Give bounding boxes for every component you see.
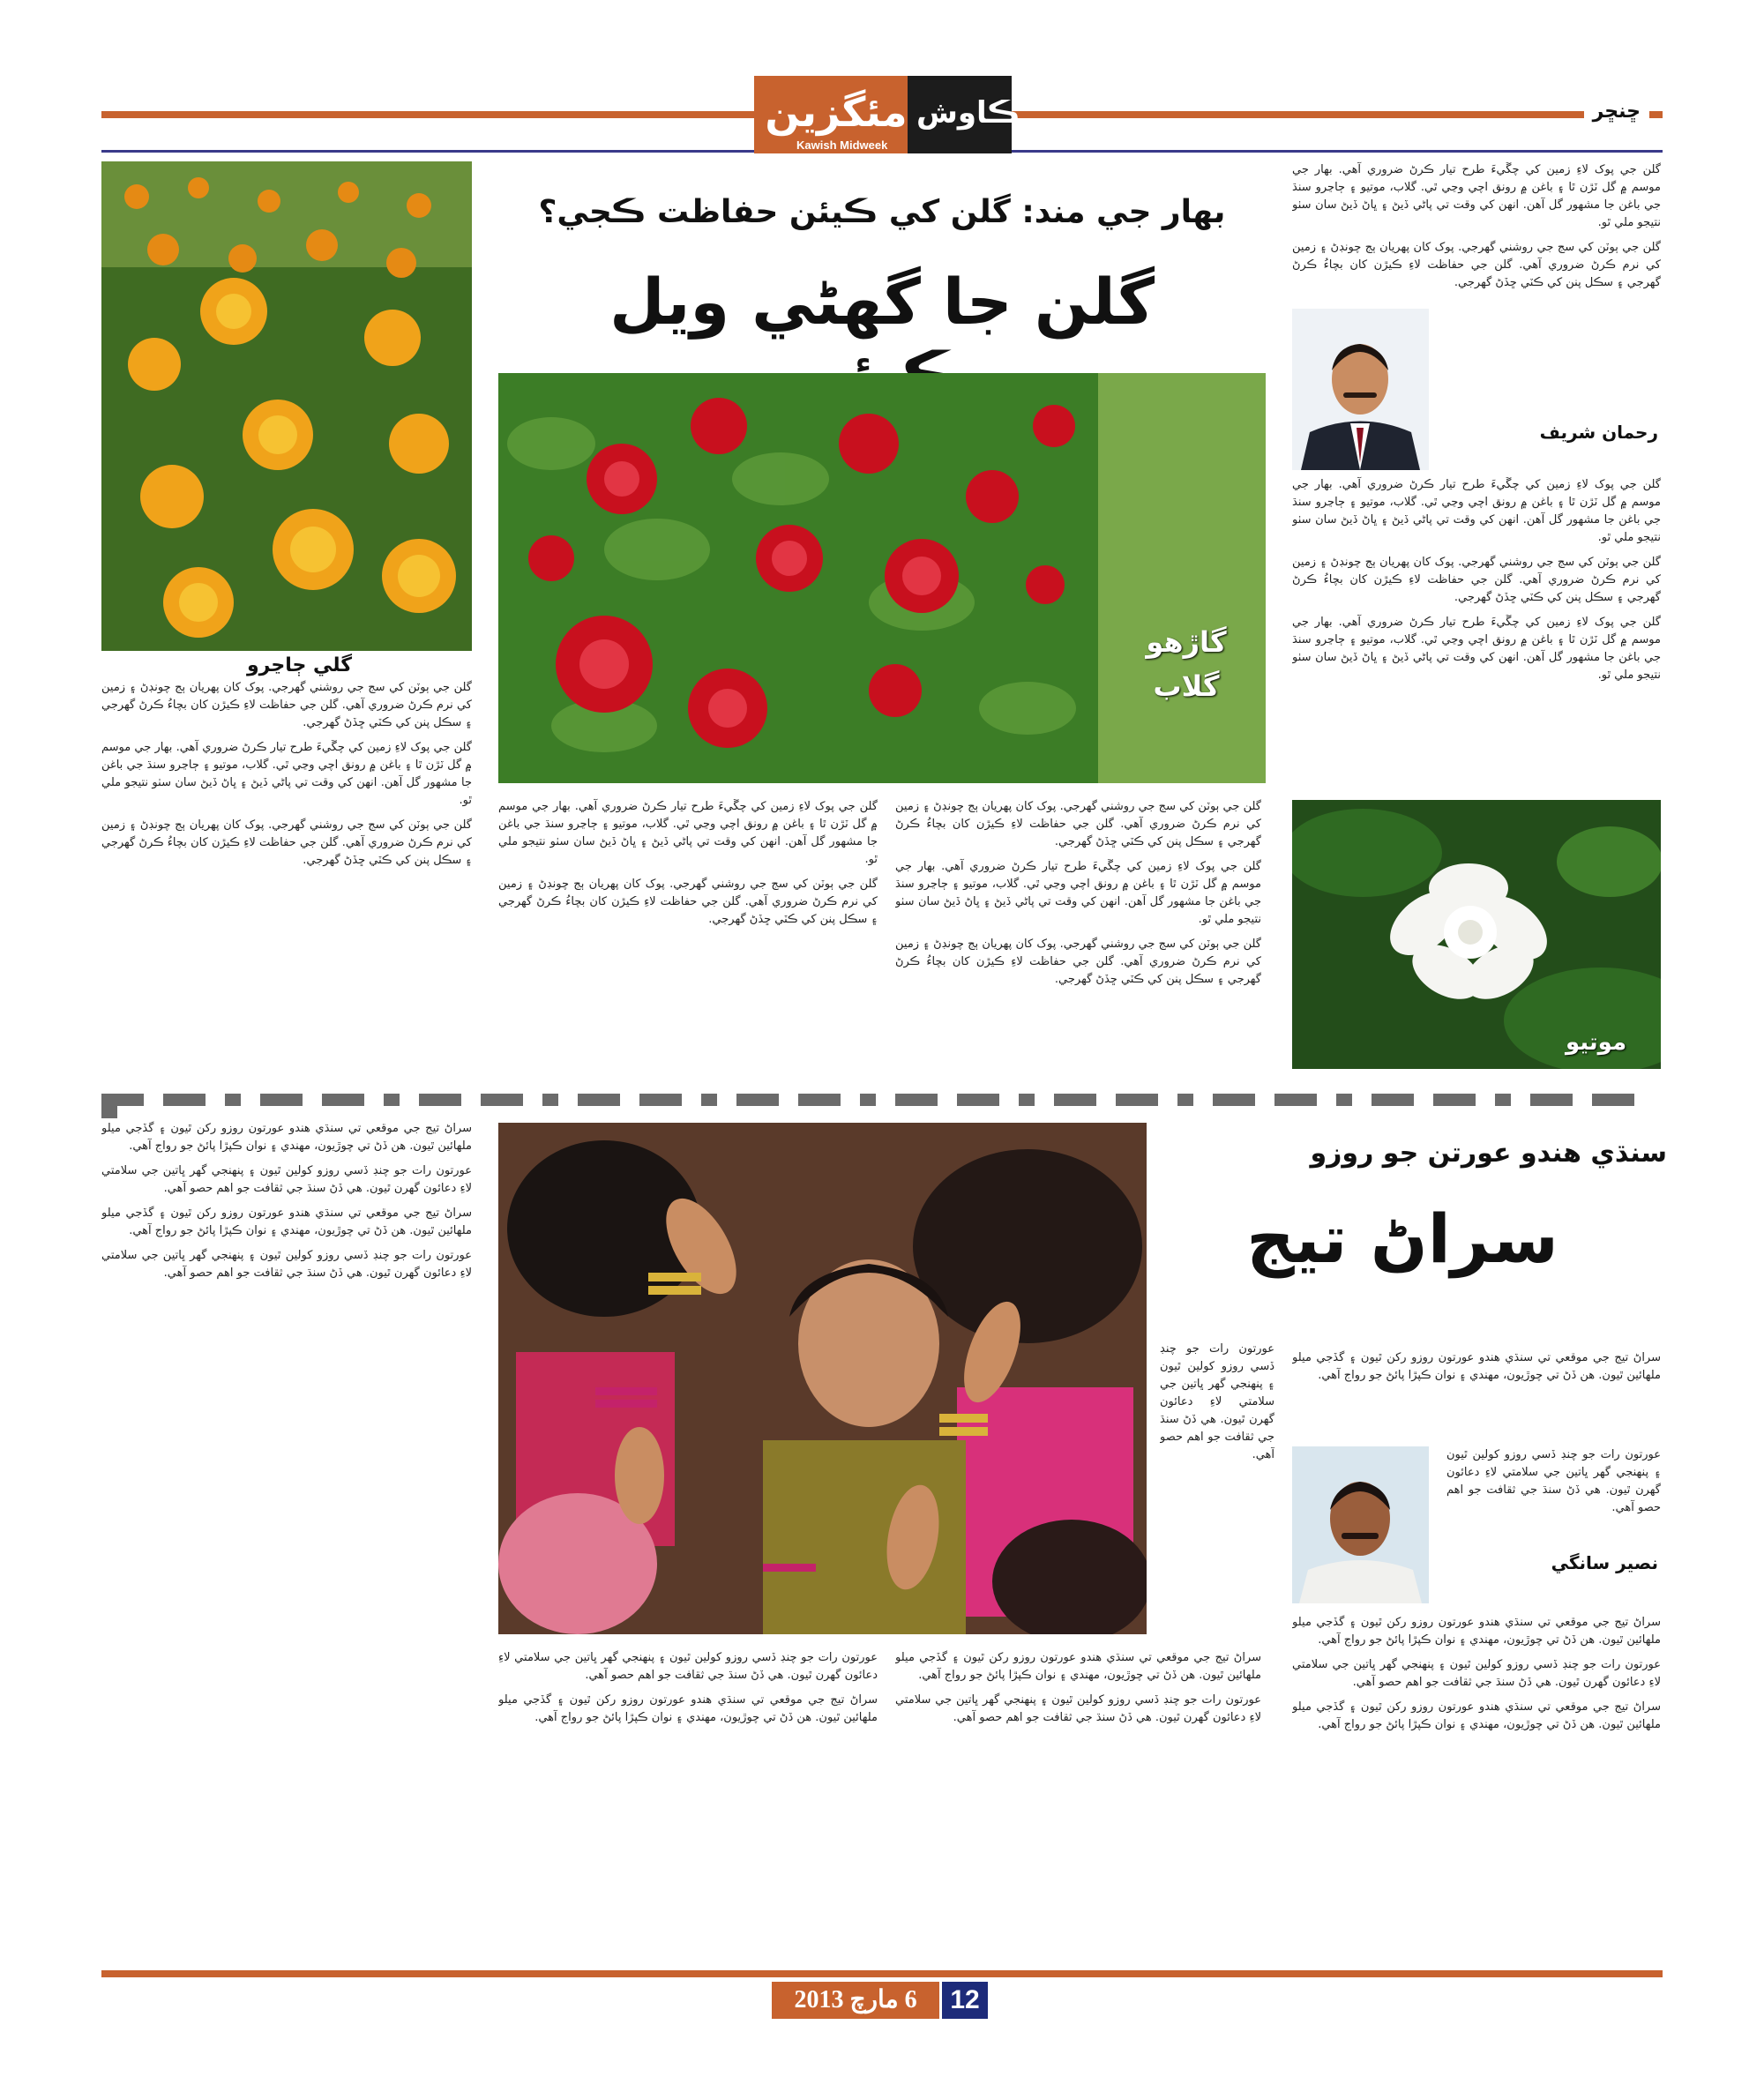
footer-rule <box>101 1970 1663 1977</box>
article2-column-far-left <box>101 1120 472 1962</box>
article1-far-left-paragraph: گلن جي ٻوٽن کي سج جي روشني گهرجي. پوک کان پهريان ٻج چونڊڻ ۽ زمين کي نرم ڪرڻ ضروري آهي. گلن جي حفاظت لاءِ ڪيڙن کان بچاءُ ڪرڻ گهرجي ۽ سڪل پنن کي ڪٽي ڇڏڻ گهرجي. <box>101 681 472 729</box>
article2-right-paragraph: سراڻ تيج جي موقعي تي سنڌي هندو عورتون روزو رکن ٿيون ۽ گڏجي ميلو ملهائين ٿيون. هن ڏڻ تي چوڙيون، مهندي ۽ نوان ڪپڙا پائڻ جو رواج آهي. <box>1292 1616 1661 1647</box>
rose-caption: گاڙهو گلاب <box>1146 625 1227 703</box>
article2-column-intro <box>1292 1349 1661 1438</box>
masthead-tag: ڪاوش <box>916 95 1020 131</box>
article2-column-narrow <box>1160 1341 1274 1640</box>
article1-far-left-paragraph-3: گلن جي ٻوٽن کي سج جي روشني گهرجي. پوک کان پهريان ٻج چونڊڻ ۽ زمين کي نرم ڪرڻ ضروري آهي. گلن جي حفاظت لاءِ ڪيڙن کان بچاءُ ڪرڻ گهرجي ۽ سڪل پنن کي ڪٽي ڇڏڻ گهرجي. <box>101 818 472 867</box>
rose-photo <box>498 373 1266 783</box>
article2-far-left-paragraph-2: عورتون رات جو چنڊ ڏسي روزو کولين ٿيون ۽ پنهنجي گهر ڀاتين جي سلامتي لاءِ دعائون گهرن ٿيون. هي ڏڻ سنڌ جي ثقافت جو اهم حصو آهي. <box>101 1164 472 1195</box>
article1-byline: رحمان شريف <box>1539 422 1658 443</box>
article1-column-far-left <box>101 679 472 1072</box>
section-separator <box>101 1094 1663 1106</box>
footer-page-info <box>772 1982 988 2019</box>
article2-middle-paragraph-2: عورتون رات جو چنڊ ڏسي روزو کولين ٿيون ۽ پنهنجي گهر ڀاتين جي سلامتي لاءِ دعائون گهرن ٿيون. هي ڏڻ سنڌ جي ثقافت جو اهم حصو آهي. <box>895 1693 1261 1724</box>
article1-right-paragraph: گلن جي پوک لاءِ زمين کي چڱيءَ طرح تيار ڪرڻ ضروري آهي. بهار جي موسم ۾ گل ٽڙن ٿا ۽ باغن ۾ رونق اچي وڃي ٿي. گلاب، موتيو ۽ ڄاڃرو سنڌ جي باغن جا مشهور گل آهن. انهن کي وقت تي پاڻي ڏيڻ ۽ ڀاڻ ڏيڻ سان سٺو نتيجو ملي ٿو. <box>1292 478 1661 544</box>
article2-column-beside-photo <box>1446 1446 1661 1543</box>
article2-far-left-paragraph: سراڻ تيج جي موقعي تي سنڌي هندو عورتون روزو رکن ٿيون ۽ گڏجي ميلو ملهائين ٿيون. هن ڏڻ تي چوڙيون، مهندي ۽ نوان ڪپڙا پائڻ جو رواج آهي. <box>101 1122 472 1153</box>
article2-headline: سراڻ تيج <box>1246 1199 1558 1278</box>
article1-middle-paragraph: گلن جي ٻوٽن کي سج جي روشني گهرجي. پوک کان پهريان ٻج چونڊڻ ۽ زمين کي نرم ڪرڻ ضروري آهي. گلن جي حفاظت لاءِ ڪيڙن کان بچاءُ ڪرڻ گهرجي ۽ سڪل پنن کي ڪٽي ڇڏڻ گهرجي. <box>895 800 1261 848</box>
article2-column-right <box>1292 1614 1661 1962</box>
article1-column-intro <box>1292 161 1661 303</box>
jasmine-photo <box>1292 800 1661 1069</box>
article1-column-left <box>498 798 878 1072</box>
jasmine-caption: موتيو <box>1566 1029 1627 1056</box>
author-photo-1 <box>1292 309 1429 470</box>
article2-far-left-paragraph-4: عورتون رات جو چنڊ ڏسي روزو کولين ٿيون ۽ پنهنجي گهر ڀاتين جي سلامتي لاءِ دعائون گهرن ٿيون. هي ڏڻ سنڌ جي ثقافت جو اهم حصو آهي. <box>101 1249 472 1280</box>
footer-date: 6 مارچ 2013 <box>772 1982 939 2019</box>
article1-intro-paragraph: گلن جي پوک لاءِ زمين کي چڱيءَ طرح تيار ڪرڻ ضروري آهي. بهار جي موسم ۾ گل ٽڙن ٿا ۽ باغن ۾ رونق اچي وڃي ٿي. گلاب، موتيو ۽ ڄاڃرو سنڌ جي باغن جا مشهور گل آهن. انهن کي وقت تي پاڻي ڏيڻ ۽ ڀاڻ ڏيڻ سان سٺو نتيجو ملي ٿو. <box>1292 163 1661 229</box>
article1-middle-paragraph-3: گلن جي ٻوٽن کي سج جي روشني گهرجي. پوک کان پهريان ٻج چونڊڻ ۽ زمين کي نرم ڪرڻ ضروري آهي. گلن جي حفاظت لاءِ ڪيڙن کان بچاءُ ڪرڻ گهرجي ۽ سڪل پنن کي ڪٽي ڇڏڻ گهرجي. <box>895 938 1261 986</box>
author-photo-2 <box>1292 1446 1429 1603</box>
article2-left-paragraph: عورتون رات جو چنڊ ڏسي روزو کولين ٿيون ۽ پنهنجي گهر ڀاتين جي سلامتي لاءِ دعائون گهرن ٿيون. هي ڏڻ سنڌ جي ثقافت جو اهم حصو آهي. <box>498 1651 878 1682</box>
article2-right-paragraph-2: عورتون رات جو چنڊ ڏسي روزو کولين ٿيون ۽ پنهنجي گهر ڀاتين جي سلامتي لاءِ دعائون گهرن ٿيون. هي ڏڻ سنڌ جي ثقافت جو اهم حصو آهي. <box>1292 1658 1661 1689</box>
article2-intro-paragraph: سراڻ تيج جي موقعي تي سنڌي هندو عورتون روزو رکن ٿيون ۽ گڏجي ميلو ملهائين ٿيون. هن ڏڻ تي چوڙيون، مهندي ۽ نوان ڪپڙا پائڻ جو رواج آهي. <box>1292 1351 1661 1382</box>
masthead-dark-block <box>908 76 1020 153</box>
article1-right-paragraph-2: گلن جي ٻوٽن کي سج جي روشني گهرجي. پوک کان پهريان ٻج چونڊڻ ۽ زمين کي نرم ڪرڻ ضروري آهي. گلن جي حفاظت لاءِ ڪيڙن کان بچاءُ ڪرڻ گهرجي ۽ سڪل پنن کي ڪٽي ڇڏڻ گهرجي. <box>1292 556 1661 604</box>
article1-right-paragraph-3: گلن جي پوک لاءِ زمين کي چڱيءَ طرح تيار ڪرڻ ضروري آهي. بهار جي موسم ۾ گل ٽڙن ٿا ۽ باغن ۾ رونق اچي وڃي ٿي. گلاب، موتيو ۽ ڄاڃرو سنڌ جي باغن جا مشهور گل آهن. انهن کي وقت تي پاڻي ڏيڻ ۽ ڀاڻ ڏيڻ سان سٺو نتيجو ملي ٿو. <box>1292 616 1661 682</box>
article1-far-left-paragraph-2: گلن جي پوک لاءِ زمين کي چڱيءَ طرح تيار ڪرڻ ضروري آهي. بهار جي موسم ۾ گل ٽڙن ٿا ۽ باغن ۾ رونق اچي وڃي ٿي. گلاب، موتيو ۽ ڄاڃرو سنڌ جي باغن جا مشهور گل آهن. انهن کي وقت تي پاڻي ڏيڻ ۽ ڀاڻ ڏيڻ سان سٺو نتيجو ملي ٿو. <box>101 741 472 807</box>
article2-left-paragraph-2: سراڻ تيج جي موقعي تي سنڌي هندو عورتون روزو رکن ٿيون ۽ گڏجي ميلو ملهائين ٿيون. هن ڏڻ تي چوڙيون، مهندي ۽ نوان ڪپڙا پائڻ جو رواج آهي. <box>498 1693 878 1724</box>
article1-headline: گلن جا گهڻي ويل <box>609 265 1155 339</box>
article1-middle-paragraph-2: گلن جي پوک لاءِ زمين کي چڱيءَ طرح تيار ڪرڻ ضروري آهي. بهار جي موسم ۾ گل ٽڙن ٿا ۽ باغن ۾ رونق اچي وڃي ٿي. گلاب، موتيو ۽ ڄاڃرو سنڌ جي باغن جا مشهور گل آهن. انهن کي وقت تي پاڻي ڏيڻ ۽ ڀاڻ ڏيڻ سان سٺو نتيجو ملي ٿو. <box>895 860 1261 926</box>
article2-beside-paragraph: عورتون رات جو چنڊ ڏسي روزو کولين ٿيون ۽ پنهنجي گهر ڀاتين جي سلامتي لاءِ دعائون گهرن ٿيون. هي ڏڻ سنڌ جي ثقافت جو اهم حصو آهي. <box>1446 1448 1661 1514</box>
article1-left-paragraph-2: گلن جي ٻوٽن کي سج جي روشني گهرجي. پوک کان پهريان ٻج چونڊڻ ۽ زمين کي نرم ڪرڻ ضروري آهي. گلن جي حفاظت لاءِ ڪيڙن کان بچاءُ ڪرڻ گهرجي ۽ سڪل پنن کي ڪٽي ڇڏڻ گهرجي. <box>498 878 878 926</box>
article2-column-left <box>498 1649 878 1962</box>
article2-column-middle <box>895 1649 1261 1962</box>
article2-byline: نصير سانگي <box>1551 1552 1658 1573</box>
article2-far-left-paragraph-3: سراڻ تيج جي موقعي تي سنڌي هندو عورتون روزو رکن ٿيون ۽ گڏجي ميلو ملهائين ٿيون. هن ڏڻ تي چوڙيون، مهندي ۽ نوان ڪپڙا پائڻ جو رواج آهي. <box>101 1207 472 1237</box>
article2-kicker: سنڌي هندو عورتن جو روزو <box>1310 1138 1667 1169</box>
masthead-subtitle: Kawish Midweek <box>796 138 888 152</box>
article2-right-paragraph-3: سراڻ تيج جي موقعي تي سنڌي هندو عورتون روزو رکن ٿيون ۽ گڏجي ميلو ملهائين ٿيون. هن ڏڻ تي چوڙيون، مهندي ۽ نوان ڪپڙا پائڻ جو رواج آهي. <box>1292 1700 1661 1731</box>
article2-narrow-paragraph: عورتون رات جو چنڊ ڏسي روزو کولين ٿيون ۽ پنهنجي گهر ڀاتين جي سلامتي لاءِ دعائون گهرن ٿيون. هي ڏڻ سنڌ جي ثقافت جو اهم حصو آهي. <box>1160 1342 1274 1461</box>
section-label: ڇنڇر <box>1584 101 1649 123</box>
masthead-logo <box>754 76 1020 153</box>
marigold-photo <box>101 161 472 651</box>
footer-page-number: 12 <box>942 1982 988 2019</box>
masthead-title: مئگزين <box>765 88 908 136</box>
article1-column-right <box>1292 476 1661 776</box>
article1-left-paragraph: گلن جي پوک لاءِ زمين کي چڱيءَ طرح تيار ڪرڻ ضروري آهي. بهار جي موسم ۾ گل ٽڙن ٿا ۽ باغن ۾ رونق اچي وڃي ٿي. گلاب، موتيو ۽ ڄاڃرو سنڌ جي باغن جا مشهور گل آهن. انهن کي وقت تي پاڻي ڏيڻ ۽ ڀاڻ ڏيڻ سان سٺو نتيجو ملي ٿو. <box>498 800 878 866</box>
article1-column-middle <box>895 798 1261 1072</box>
festival-photo <box>498 1123 1147 1634</box>
article2-middle-paragraph: سراڻ تيج جي موقعي تي سنڌي هندو عورتون روزو رکن ٿيون ۽ گڏجي ميلو ملهائين ٿيون. هن ڏڻ تي چوڙيون، مهندي ۽ نوان ڪپڙا پائڻ جو رواج آهي. <box>895 1651 1261 1682</box>
article1-intro-paragraph-2: گلن جي ٻوٽن کي سج جي روشني گهرجي. پوک کان پهريان ٻج چونڊڻ ۽ زمين کي نرم ڪرڻ ضروري آهي. گلن جي حفاظت لاءِ ڪيڙن کان بچاءُ ڪرڻ گهرجي ۽ سڪل پنن کي ڪٽي ڇڏڻ گهرجي. <box>1292 241 1661 289</box>
article1-kicker: بهار جي مند: گلن کي ڪيئن حفاظت ڪجي؟ <box>538 194 1226 230</box>
marigold-caption: گلي ڄاڃرو <box>247 654 353 676</box>
